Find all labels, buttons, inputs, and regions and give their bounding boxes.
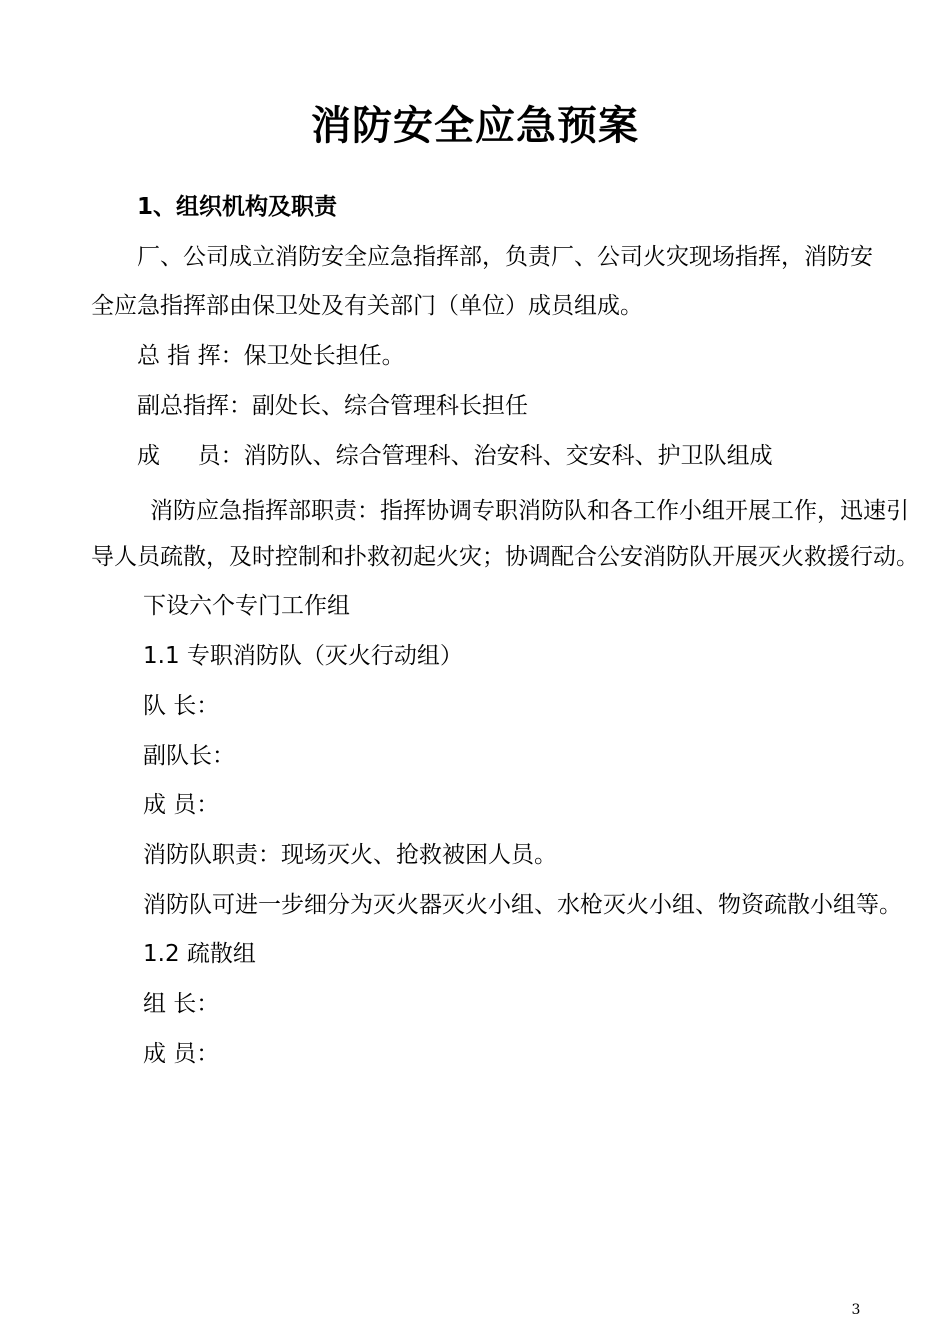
deputy-commander-line: 副总指挥：副处长、综合管理科长担任 (137, 393, 528, 419)
group-members-field: 成 员： (143, 1041, 220, 1067)
team-members-field: 成 员： (143, 792, 220, 818)
paragraph-2-line-1: 消防应急指挥部职责：指挥协调专职消防队和各工作小组开展工作，迅速引 (150, 498, 909, 524)
section-heading-organization: 1、组织机构及职责 (137, 194, 338, 220)
document-title: 消防安全应急预案 (311, 103, 639, 149)
paragraph-2-line-2: 导人员疏散，及时控制和扑救初起火灾；协调配合公安消防队开展灭火救援行动。 (91, 544, 919, 570)
commander-line: 总 指 挥：保卫处长担任。 (137, 343, 405, 369)
members-line: 成 员：消防队、综合管理科、治安科、交安科、护卫队组成 (137, 443, 773, 469)
page-number: 3 (851, 1302, 861, 1318)
subsection-heading-fire-brigade: 1.1 专职消防队（灭火行动组） (143, 643, 463, 669)
paragraph-1-line-2: 全应急指挥部由保卫处及有关部门（单位）成员组成。 (91, 293, 643, 319)
paragraph-1-line-1: 厂、公司成立消防安全应急指挥部，负责厂、公司火灾现场指挥，消防安 (137, 244, 873, 270)
deputy-team-leader-field: 副队长： (143, 743, 235, 769)
group-leader-field: 组 长： (143, 991, 220, 1017)
team-leader-field: 队 长： (143, 693, 220, 719)
subgroups-intro: 下设六个专门工作组 (143, 593, 350, 619)
subsection-heading-evacuation: 1.2 疏散组 (143, 941, 256, 967)
team-subdivision-line: 消防队可进一步细分为灭火器灭火小组、水枪灭火小组、物资疏散小组等。 (143, 892, 902, 918)
team-duties-line: 消防队职责：现场灭火、抢救被困人员。 (143, 842, 557, 868)
